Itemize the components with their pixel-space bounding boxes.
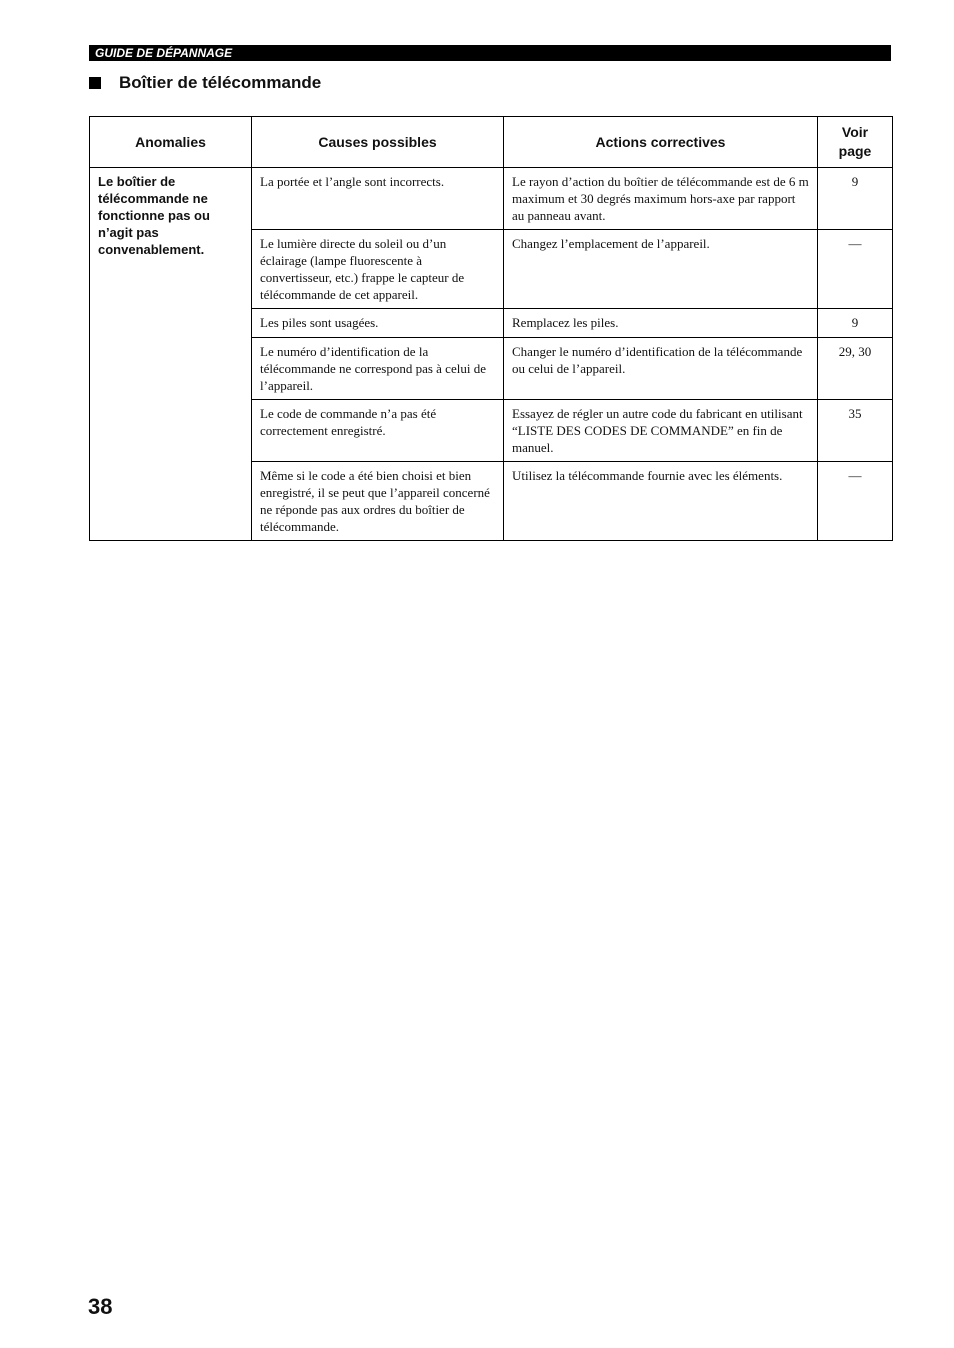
section-title: [89, 73, 321, 93]
cause-cell: La portée et l’angle sont incorrects.: [252, 168, 504, 230]
page-ref-cell: —: [818, 230, 893, 309]
action-cell: Essayez de régler un autre code du fabricant en utilisant “LISTE DES CODES DE COMMANDE” en fin de manuel.: [504, 400, 818, 462]
troubleshooting-table: [89, 116, 893, 541]
section-title-text: Boîtier de télécommande: [119, 73, 322, 92]
page-number: 38: [88, 1294, 113, 1319]
action-cell: Utilisez la télécommande fournie avec les éléments.: [504, 462, 818, 541]
action-cell: Changer le numéro d’identification de la télécommande ou celui de l’appareil.: [504, 338, 818, 400]
column-header-anomalies: Anomalies: [90, 117, 252, 168]
table-header-row: [90, 117, 893, 168]
column-header-actions: Actions correctives: [504, 117, 818, 168]
action-cell: Changez l’emplacement de l’appareil.: [504, 230, 818, 309]
cause-cell: Les piles sont usagées.: [252, 309, 504, 338]
cause-cell: Le numéro d’identification de la télécommande ne correspond pas à celui de l’appareil.: [252, 338, 504, 400]
action-cell: Le rayon d’action du boîtier de télécommande est de 6 m maximum et 30 degrés maximum hors-axe par rapport au panneau avant.: [504, 168, 818, 230]
cause-cell: Le lumière directe du soleil ou d’un éclairage (lampe fluorescente à convertisseur, etc.) frappe le capteur de télécommande de cet appareil.: [252, 230, 504, 309]
cause-cell: Même si le code a été bien choisi et bien enregistré, il se peut que l’appareil concerné ne réponde pas aux ordres du boîtier de télécommande.: [252, 462, 504, 541]
page-ref-cell: 35: [818, 400, 893, 462]
table-row: [90, 168, 893, 230]
cause-cell: Le code de commande n’a pas été correctement enregistré.: [252, 400, 504, 462]
page-ref-cell: 29, 30: [818, 338, 893, 400]
square-bullet-icon: [89, 77, 101, 89]
section-header-bar: GUIDE DE DÉPANNAGE: [89, 45, 891, 61]
column-header-causes: Causes possibles: [252, 117, 504, 168]
column-header-page: Voir page: [818, 117, 893, 168]
page-ref-cell: 9: [818, 168, 893, 230]
action-cell: Remplacez les piles.: [504, 309, 818, 338]
page-ref-cell: —: [818, 462, 893, 541]
page-ref-cell: 9: [818, 309, 893, 338]
anomaly-cell: Le boîtier de télécommande ne fonctionne pas ou n’agit pas convenablement.: [90, 168, 252, 541]
